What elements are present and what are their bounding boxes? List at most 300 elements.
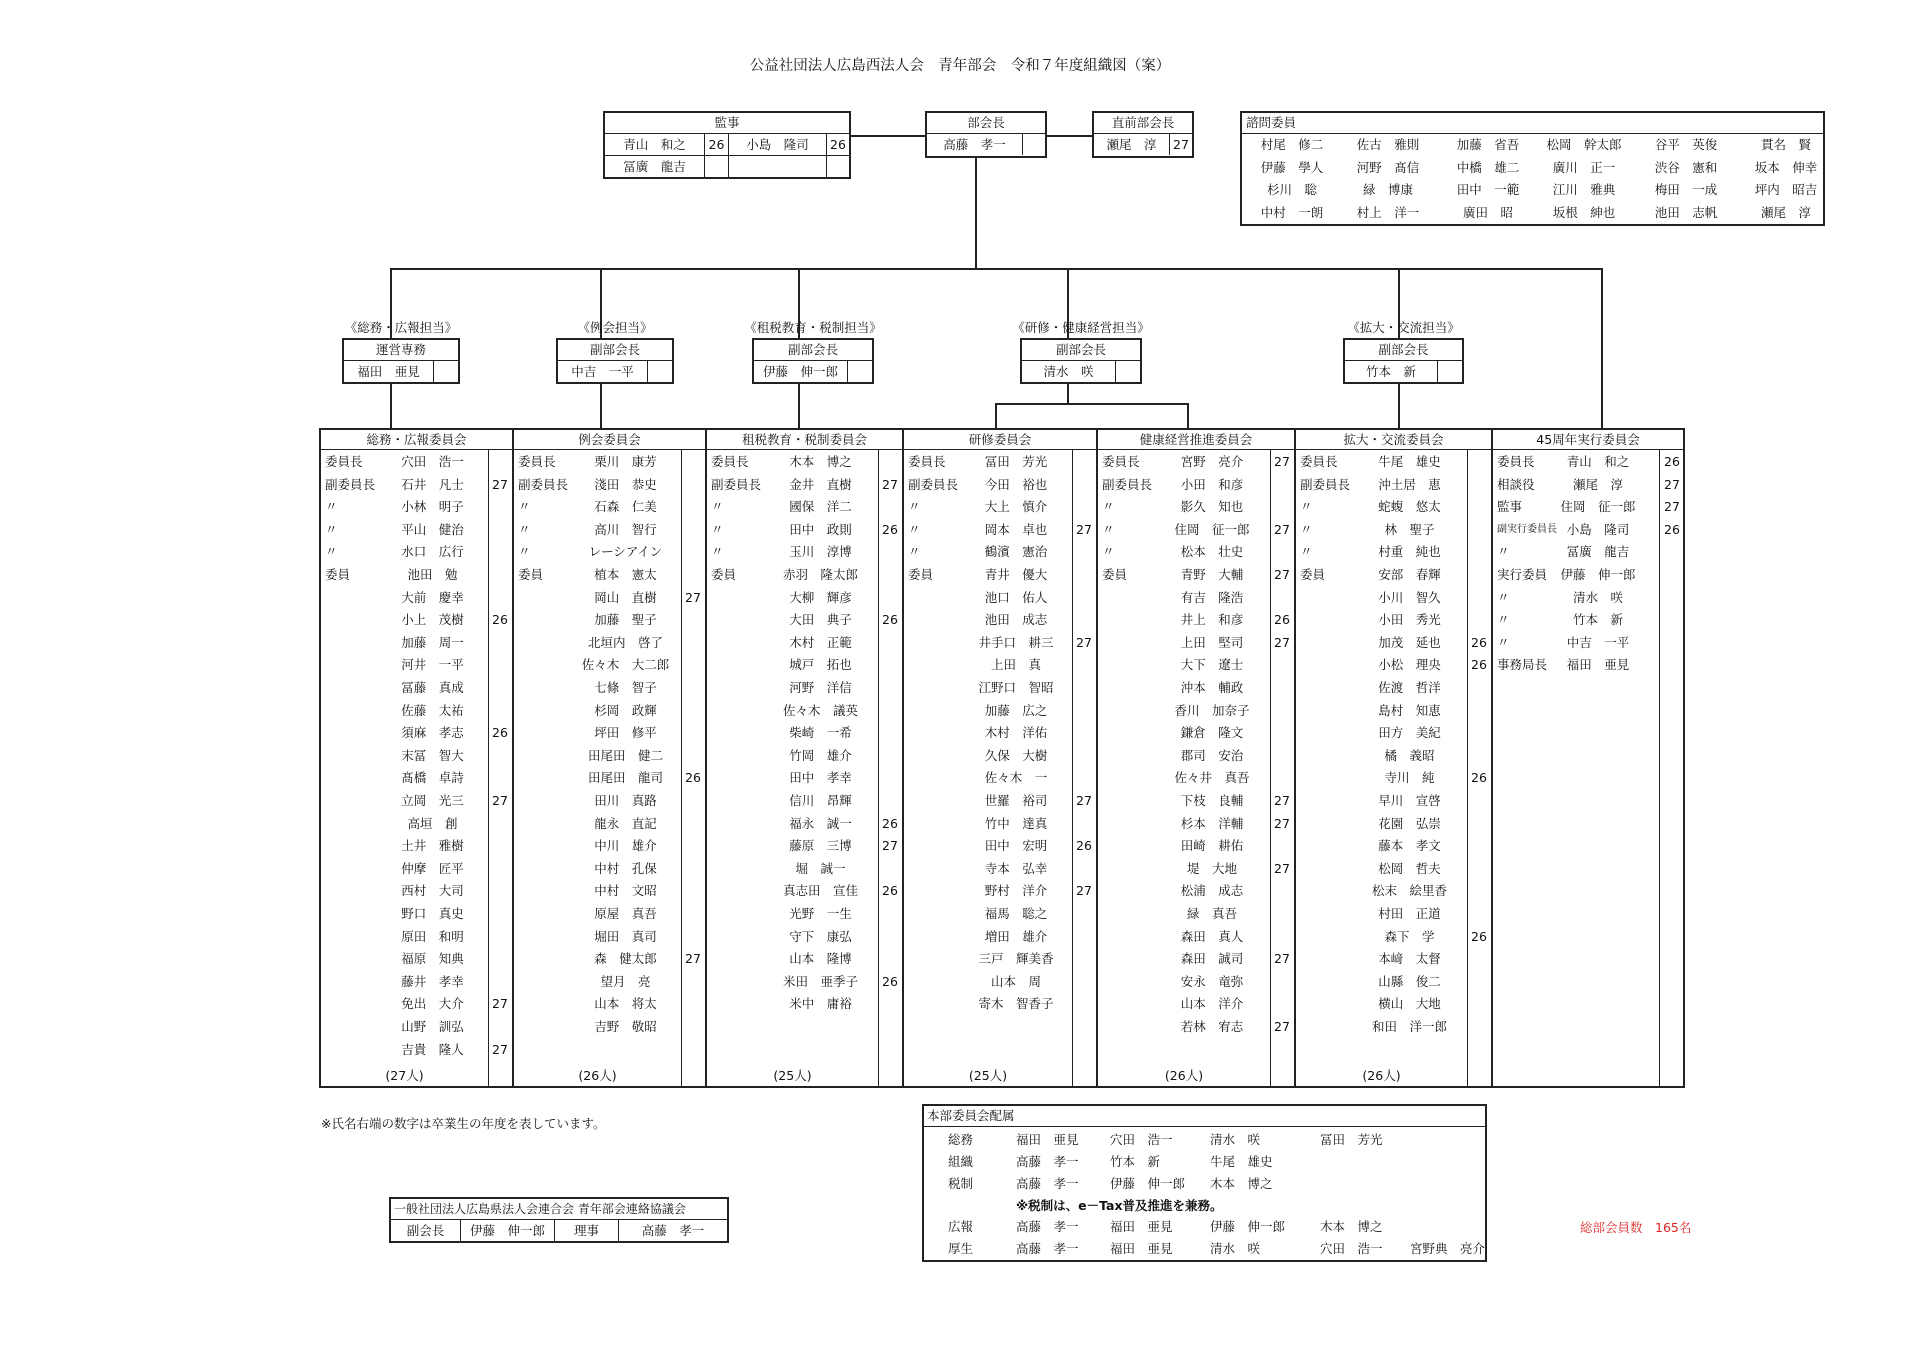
member-name: 田方 美紀	[1378, 725, 1441, 741]
member-name: 緑 真吾	[1186, 906, 1237, 921]
advisor-name: 村尾 修二	[1260, 137, 1324, 152]
committee-member-row	[514, 813, 707, 836]
connector-line	[1067, 383, 1069, 404]
committee-member-row	[321, 1016, 514, 1039]
hq-row-name: ※税制は、e－Tax普及推進を兼務。	[1016, 1198, 1223, 1213]
committee-member-row	[1296, 609, 1493, 632]
member-role: 副実行委員長	[1497, 523, 1557, 535]
advisor-name: 杉川 聡	[1266, 182, 1317, 197]
committee-member-row	[1296, 451, 1493, 474]
member-name: 福原 知典	[401, 951, 464, 967]
member-year: 27	[492, 476, 508, 492]
committee-header: 総務・広報委員会	[321, 430, 512, 450]
member-name: 井上 和彦	[1180, 612, 1244, 628]
committee-member-row	[904, 858, 1098, 881]
connector-line	[1187, 403, 1189, 429]
member-name: 田川 真路	[594, 793, 657, 808]
member-name: 加藤 聖子	[594, 612, 657, 628]
member-count: (27人)	[385, 1068, 424, 1083]
committee-member-row	[904, 496, 1098, 519]
advisor-name: 中橋 雄二	[1456, 159, 1520, 175]
committee-member-row	[707, 541, 904, 564]
member-name: 西村 大司	[401, 883, 464, 899]
member-name: 高垣 創	[407, 815, 458, 831]
advisor-name: 佐古 雅則	[1356, 137, 1420, 152]
committee-member-row	[1098, 880, 1296, 903]
member-name: 杉本 洋輔	[1180, 815, 1244, 831]
member-role: 〃	[1300, 521, 1313, 537]
auditor-name: 冨廣 龍吉	[605, 156, 705, 177]
connector-line	[995, 403, 997, 429]
committee-member-row	[904, 541, 1098, 564]
member-name: 松末 絵里香	[1371, 883, 1447, 899]
auditor-box	[603, 111, 851, 179]
member-count: (25人)	[773, 1068, 812, 1083]
liaison-role: 理事	[555, 1220, 619, 1241]
committee-member-row	[904, 451, 1098, 474]
member-name: 河井 一平	[401, 657, 464, 673]
member-name: 平山 健治	[401, 521, 464, 537]
member-count: (26人)	[1164, 1068, 1204, 1083]
committee-member-row	[1296, 948, 1493, 971]
committee-member-row	[321, 519, 514, 542]
advisor-name: 河野 髙信	[1356, 159, 1420, 175]
advisors-box	[1240, 111, 1825, 226]
committee-member-row	[514, 745, 707, 768]
member-name: 土井 雅樹	[401, 838, 464, 854]
committee-member-row	[904, 632, 1098, 655]
member-name: 望月 亮	[600, 973, 651, 989]
member-year: 27	[1274, 634, 1290, 650]
committee-member-row	[904, 948, 1098, 971]
chairman-box	[925, 111, 1047, 158]
member-name: 田中 宏明	[984, 838, 1048, 854]
hq-row-name: 福田 亜見	[1110, 1219, 1173, 1234]
member-name: 守下 康弘	[789, 928, 852, 944]
member-name: 冨藤 真成	[401, 680, 464, 695]
advisor-name: 伊藤 學人	[1260, 159, 1324, 175]
connector-line	[390, 383, 392, 429]
hq-row-name: 伊藤 伸一郎	[1110, 1176, 1186, 1191]
hq-row	[924, 1151, 1484, 1173]
member-name: 岡山 直樹	[594, 589, 657, 605]
committee-member-row	[707, 519, 904, 542]
hq-row-name: 穴田 浩一	[1110, 1132, 1173, 1147]
member-name: 下枝 良輔	[1180, 793, 1244, 808]
member-role: 〃	[1102, 499, 1115, 515]
committee-member-row	[514, 971, 707, 994]
committee-member-row	[904, 474, 1098, 497]
advisor-name: 中村 一朗	[1260, 204, 1324, 220]
committee-member-row	[1098, 587, 1296, 610]
vice-role: 副部会長	[1022, 340, 1140, 361]
member-name: 青山 和之	[1566, 454, 1630, 469]
member-year: 26	[1076, 838, 1092, 854]
committee-member-row	[707, 858, 904, 881]
committee-member-row	[1296, 745, 1493, 768]
hq-row-label: 組織	[948, 1154, 974, 1169]
member-name: 清水 咲	[1572, 589, 1623, 605]
member-name: 淺田 恭史	[594, 476, 657, 492]
committee-member-row	[321, 790, 514, 813]
committee-member-row	[1098, 903, 1296, 926]
member-name: 立岡 光三	[401, 793, 464, 808]
advisor-name: 加藤 省吾	[1456, 137, 1520, 152]
member-name: 三戸 輝美香	[978, 951, 1054, 967]
committee-member-row	[707, 790, 904, 813]
hq-row-label: 厚生	[948, 1241, 974, 1256]
committee-member-row	[514, 790, 707, 813]
vice-name: 中吉 一平	[558, 361, 648, 382]
member-name: 髙橋 卓詩	[401, 770, 464, 786]
member-year: 26	[882, 883, 898, 899]
vice-group-label: 《租税教育・税制担当》	[744, 320, 882, 335]
committee-member-row	[1296, 790, 1493, 813]
member-role: 〃	[325, 521, 338, 537]
member-count: (25人)	[968, 1068, 1008, 1083]
committee-member-row	[514, 474, 707, 497]
committee-member-row	[1098, 1016, 1296, 1039]
committee-column	[1491, 428, 1685, 1088]
member-name: 寄木 智香子	[978, 996, 1054, 1012]
advisor-name: 渋谷 憲和	[1654, 159, 1718, 175]
member-year: 27	[1076, 883, 1092, 899]
committee-member-row	[1098, 926, 1296, 949]
committee-member-row	[904, 677, 1098, 700]
member-name: 小田 和彦	[1180, 476, 1244, 492]
member-name: 山野 訓弘	[401, 1019, 464, 1034]
hq-row-name: 清水 咲	[1210, 1241, 1261, 1256]
committee-member-row	[707, 948, 904, 971]
committee-member-row	[514, 700, 707, 723]
former-chairman-box	[1092, 111, 1194, 158]
committee-member-row	[321, 474, 514, 497]
vice-year	[848, 361, 872, 382]
member-name: 大田 典子	[789, 612, 852, 628]
connector-line	[600, 383, 602, 429]
member-role: 副委員長	[711, 476, 762, 492]
vice-group-box	[752, 338, 874, 384]
committee-member-row	[1098, 519, 1296, 542]
committee-member-row	[707, 903, 904, 926]
committee-member-row	[1098, 541, 1296, 564]
member-role: 委員長	[711, 454, 749, 469]
committee-member-row	[514, 880, 707, 903]
member-name: 寺本 弘幸	[984, 860, 1048, 876]
member-name: 藤井 孝幸	[401, 973, 464, 989]
vice-group-box	[1020, 338, 1142, 384]
hq-row-name: 高藤 孝一	[1016, 1241, 1079, 1256]
committee-member-row	[1098, 700, 1296, 723]
advisors-grid	[1242, 134, 1823, 224]
member-name: 柴崎 一希	[789, 725, 852, 741]
committee-header: 45周年実行委員会	[1493, 430, 1683, 450]
member-name: 植本 憲太	[594, 567, 657, 582]
member-role: 〃	[711, 544, 724, 560]
advisor-name: 田中 一範	[1456, 182, 1520, 197]
member-name: 石森 仁美	[594, 499, 657, 515]
member-role: 副委員長	[908, 476, 959, 492]
committee-member-row	[904, 519, 1098, 542]
committee-member-row	[321, 948, 514, 971]
committee-member-row	[514, 903, 707, 926]
committee-member-row	[1296, 677, 1493, 700]
member-year: 27	[1076, 793, 1092, 808]
committee-member-row	[1493, 654, 1687, 677]
member-name: 森下 学	[1384, 928, 1435, 944]
vice-role: 副部会長	[1345, 340, 1462, 361]
member-name: 大上 慎介	[984, 499, 1048, 515]
member-year: 27	[1274, 793, 1290, 808]
member-name: 山本 周	[990, 973, 1041, 989]
hq-row-label: 総務	[948, 1132, 974, 1147]
member-name: 冨田 芳光	[984, 454, 1048, 469]
hq-row	[924, 1216, 1484, 1238]
committee-member-row	[1493, 496, 1687, 519]
vice-group-box	[556, 338, 674, 384]
committee-header: 拡大・交流委員会	[1296, 430, 1491, 450]
member-role: 副委員長	[325, 476, 376, 492]
member-name: 田尾田 龍司	[587, 770, 663, 786]
member-year: 27	[1664, 476, 1680, 492]
committee-member-row	[1098, 767, 1296, 790]
member-role: 〃	[518, 499, 531, 515]
member-name: 穴田 浩一	[401, 454, 464, 469]
member-name: 米田 亜季子	[782, 973, 858, 989]
member-year: 26	[882, 612, 898, 628]
committee-member-row	[707, 609, 904, 632]
committee-member-row	[1296, 993, 1493, 1016]
member-name: 小島 隆司	[1566, 521, 1630, 537]
member-role: 〃	[325, 499, 338, 515]
member-name: 田崎 耕佑	[1180, 838, 1244, 854]
member-name: 仲摩 匠平	[401, 860, 464, 876]
member-year: 26	[882, 521, 898, 537]
member-name: 坪田 修平	[594, 725, 657, 741]
committee-member-row	[514, 767, 707, 790]
committee-member-row	[1098, 474, 1296, 497]
vice-group-label: 《拡大・交流担当》	[1347, 320, 1460, 335]
committee-member-row	[514, 722, 707, 745]
member-name: 住岡 征一郎	[1560, 499, 1636, 515]
advisors-header: 諮問委員	[1242, 113, 1823, 134]
member-count: (26人)	[578, 1068, 617, 1083]
committee-member-row	[1296, 587, 1493, 610]
chairman-year	[1023, 134, 1045, 155]
member-name: 影久 知也	[1180, 499, 1244, 515]
connector-line	[995, 403, 1189, 405]
member-name: 信川 昂輝	[789, 793, 852, 808]
committee-member-row	[904, 926, 1098, 949]
committee-member-row	[514, 541, 707, 564]
committee-member-row	[514, 926, 707, 949]
hq-row-label: 広報	[948, 1219, 974, 1234]
committee-member-row	[321, 835, 514, 858]
committee-member-row	[514, 564, 707, 587]
vice-name: 福田 亜見	[344, 361, 434, 382]
former-chairman-name: 瀬尾 淳	[1094, 134, 1170, 155]
committee-member-row	[1296, 654, 1493, 677]
member-name: 赤羽 隆太郎	[782, 567, 858, 582]
committee-member-row	[1296, 564, 1493, 587]
member-role: 実行委員	[1497, 567, 1548, 582]
member-name: 竹本 新	[1572, 612, 1623, 628]
member-name: 山本 隆博	[789, 951, 852, 967]
member-name: 沖土居 恵	[1378, 476, 1441, 492]
committee-member-row	[1098, 677, 1296, 700]
member-name: 中吉 一平	[1566, 634, 1630, 650]
committee-member-row	[1296, 541, 1493, 564]
committee-member-row	[707, 835, 904, 858]
member-role: 〃	[1497, 634, 1510, 650]
committee-column	[1096, 428, 1294, 1088]
hq-committee-box	[922, 1104, 1487, 1262]
connector-line	[1601, 268, 1603, 429]
member-name: 佐渡 哲洋	[1378, 680, 1441, 695]
member-name: 森 健太郎	[594, 951, 657, 967]
hq-row-name: 木本 博之	[1320, 1219, 1383, 1234]
committee-member-row	[1296, 813, 1493, 836]
member-role: 副委員長	[518, 476, 569, 492]
member-year: 27	[1274, 567, 1290, 582]
member-name: 山本 洋介	[1180, 996, 1244, 1012]
member-name: 木村 洋佑	[984, 725, 1048, 741]
committee-member-row	[514, 587, 707, 610]
committee-member-row	[904, 587, 1098, 610]
committee-member-row	[321, 541, 514, 564]
member-name: 花園 弘崇	[1378, 815, 1441, 831]
vice-name: 清水 咲	[1022, 361, 1116, 382]
member-name: 鶴濱 憲治	[984, 544, 1048, 560]
committee-member-row	[904, 722, 1098, 745]
committee-member-row	[1296, 903, 1493, 926]
committee-member-row	[1493, 609, 1687, 632]
member-role: 〃	[518, 544, 531, 560]
connector-line	[975, 156, 977, 269]
committee-member-row	[1098, 835, 1296, 858]
auditor-year	[705, 156, 729, 177]
member-name: 大柳 輝彦	[789, 589, 852, 605]
member-role: 委員長	[1300, 454, 1338, 469]
committee-member-row	[321, 993, 514, 1016]
committee-member-row	[514, 451, 707, 474]
committee-member-row	[707, 474, 904, 497]
member-role: 副委員長	[1102, 476, 1153, 492]
member-name: 上田 堅司	[1180, 634, 1244, 650]
advisor-name: 坂本 伸幸	[1754, 159, 1818, 175]
member-name: 和田 洋一郎	[1371, 1019, 1447, 1034]
committee-member-row	[1098, 745, 1296, 768]
committee-member-row	[514, 654, 707, 677]
committee-member-row	[1493, 541, 1687, 564]
vice-group-label: 《研修・健康経営担当》	[1012, 320, 1150, 335]
member-name: 中村 孔保	[594, 860, 657, 876]
committee-member-row	[707, 496, 904, 519]
hq-row-name: 福田 亜見	[1016, 1132, 1079, 1147]
committee-member-row	[321, 677, 514, 700]
member-year: 27	[882, 838, 898, 854]
member-name: 今田 裕也	[984, 476, 1048, 492]
committee-member-row	[321, 654, 514, 677]
member-name: 伊藤 伸一郎	[1560, 567, 1636, 582]
hq-row-name: 清水 咲	[1210, 1132, 1261, 1147]
member-name: 上田 真	[990, 657, 1041, 673]
committee-member-row	[1296, 722, 1493, 745]
member-role: 〃	[1497, 544, 1510, 560]
member-name: 田尾田 健二	[587, 747, 663, 763]
liaison-role: 副会長	[391, 1220, 461, 1241]
committee-member-row	[707, 677, 904, 700]
member-name: 住岡 征一郎	[1174, 521, 1250, 537]
member-year: 26	[1471, 657, 1487, 673]
committee-column	[902, 428, 1096, 1088]
committee-member-row	[904, 903, 1098, 926]
auditor-year: 26	[705, 134, 729, 155]
member-role: 委員長	[518, 454, 556, 469]
committee-member-row	[1296, 835, 1493, 858]
member-name: 森田 誠司	[1180, 951, 1244, 967]
hq-row-name: 高藤 孝一	[1016, 1176, 1079, 1191]
vice-group-label: 《総務・広報担当》	[344, 320, 458, 335]
member-name: 高川 智行	[594, 521, 657, 537]
chairman-header: 部会長	[927, 113, 1045, 134]
committee-member-row	[707, 926, 904, 949]
member-name: 佐々井 真吾	[1174, 770, 1250, 786]
member-name: 竹中 達真	[984, 815, 1048, 831]
member-name: 香川 加奈子	[1174, 702, 1250, 718]
member-name: 木村 正範	[789, 634, 852, 650]
member-role: 委員	[518, 567, 544, 582]
committee-member-row	[707, 722, 904, 745]
committee-member-row	[904, 654, 1098, 677]
member-name: 木本 博之	[789, 454, 852, 469]
member-year: 27	[1274, 951, 1290, 967]
member-name: 小川 智久	[1378, 589, 1441, 605]
committee-member-row	[707, 654, 904, 677]
committee-column	[512, 428, 705, 1088]
hq-row-name: 高藤 孝一	[1016, 1219, 1079, 1234]
vice-year	[434, 361, 458, 382]
member-name: 蛇蝮 悠太	[1378, 499, 1441, 515]
committee-member-row	[1296, 632, 1493, 655]
advisor-name: 梅田 一成	[1654, 182, 1718, 197]
member-name: 冨廣 龍吉	[1566, 544, 1630, 560]
member-name: 藤原 三博	[789, 838, 852, 854]
member-role: 〃	[711, 521, 724, 537]
member-name: 小林 明子	[401, 499, 464, 515]
committee-member-row	[707, 564, 904, 587]
member-name: 吉野 敬昭	[594, 1019, 657, 1034]
member-name: 光野 一生	[789, 906, 852, 921]
committee-member-row	[904, 790, 1098, 813]
committee-column	[319, 428, 512, 1088]
committee-member-row	[904, 745, 1098, 768]
committee-member-row	[1296, 700, 1493, 723]
committee-member-row	[1296, 496, 1493, 519]
member-name: 福馬 聡之	[984, 906, 1048, 921]
member-count: (26人)	[1362, 1068, 1401, 1083]
committee-member-row	[514, 1016, 707, 1039]
committee-member-row	[1098, 451, 1296, 474]
member-name: 米中 庸裕	[789, 996, 852, 1012]
committee-member-row	[1493, 564, 1687, 587]
committee-member-row	[514, 948, 707, 971]
member-year: 27	[1274, 521, 1290, 537]
member-year: 27	[1274, 1019, 1290, 1034]
member-role: 〃	[1497, 589, 1510, 605]
committee-member-row	[514, 519, 707, 542]
advisor-name: 貫名 賢	[1760, 137, 1811, 152]
